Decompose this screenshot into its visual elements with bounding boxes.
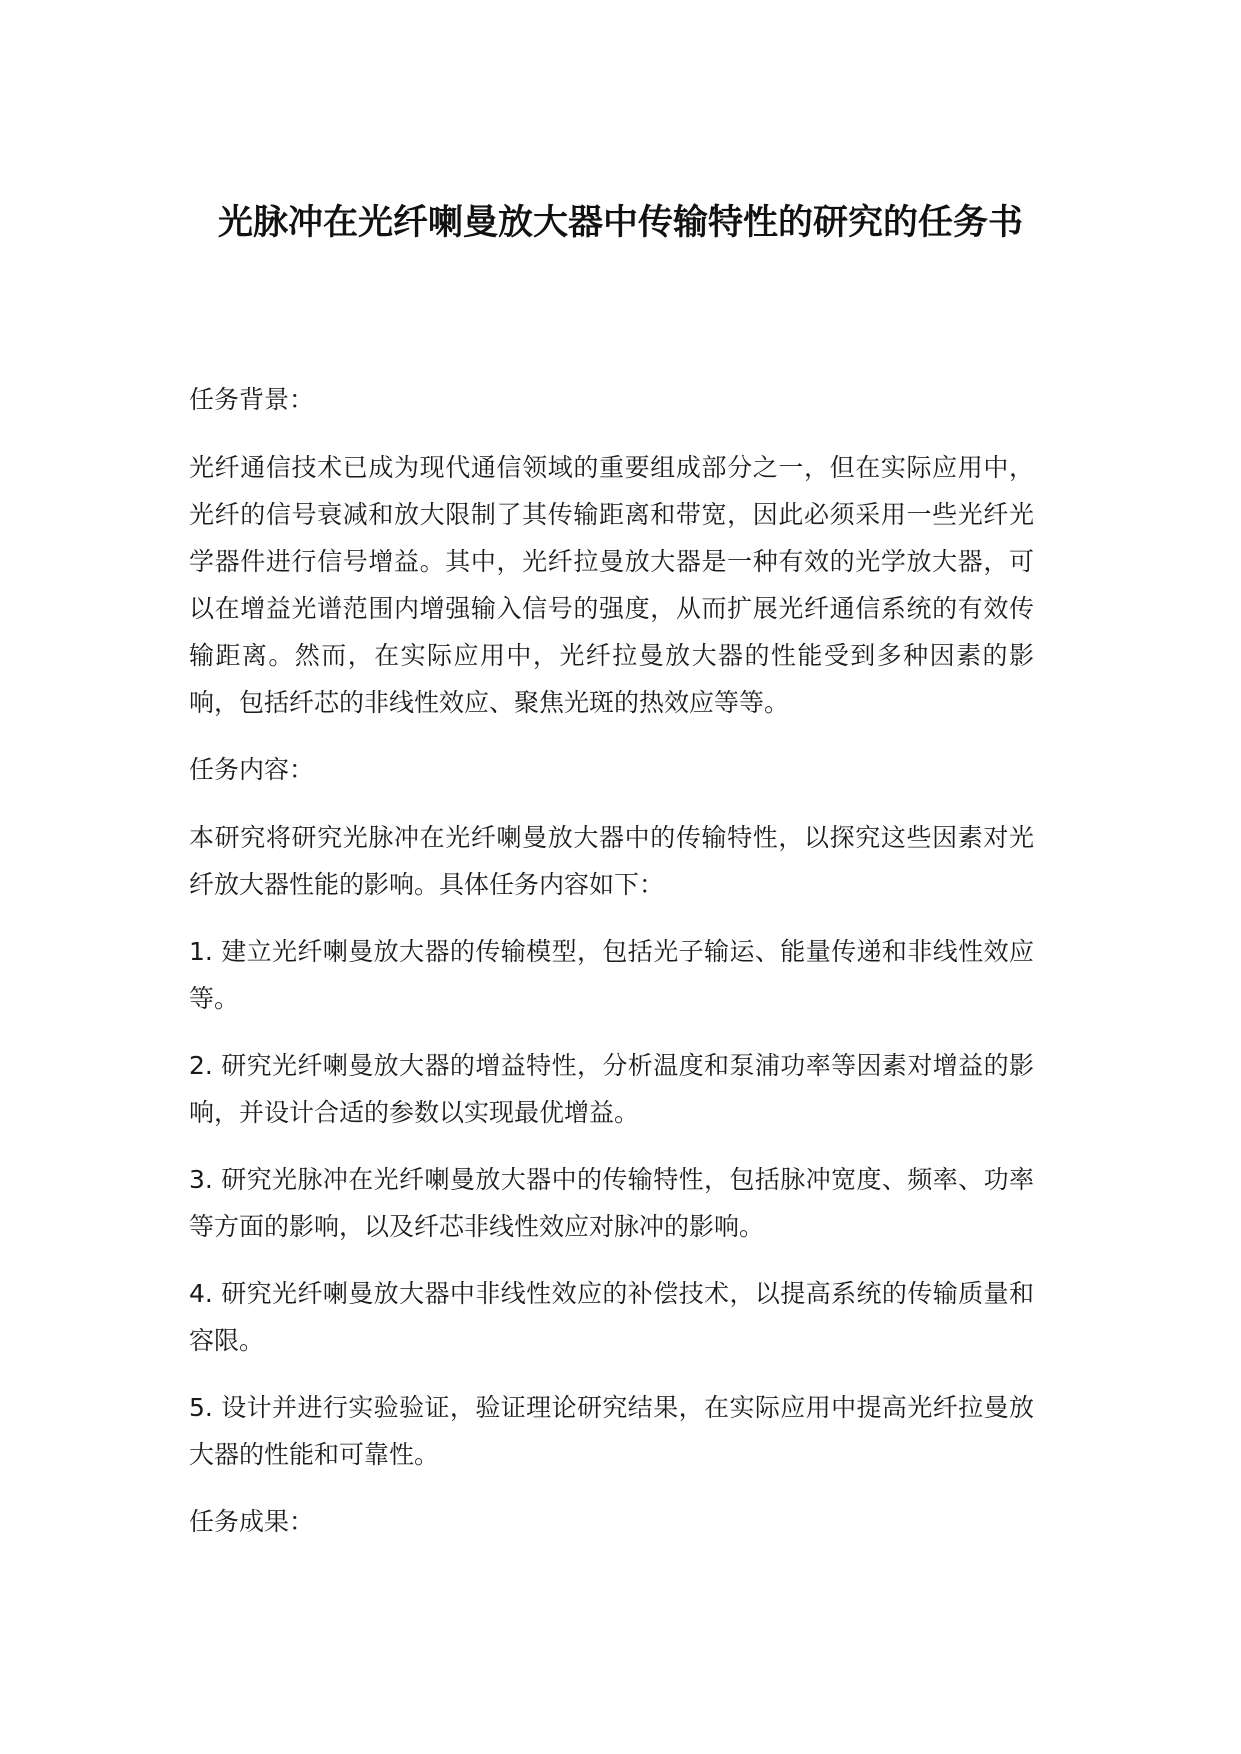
section-heading-background: 任务背景： xyxy=(189,385,315,414)
task-item-1: 1. 建立光纤喇曼放大器的传输模型，包括光子输运、能量传递和非线性效应等。 xyxy=(189,937,1034,1013)
paragraph-background: 光纤通信技术已成为现代通信领域的重要组成部分之一，但在实际应用中，光纤的信号衰减和放大限制了其传输距离和带宽，因此必须采用一些光纤光学器件进行信号增益。其中，光纤拉曼放大器是一种有效的光学放大器，可以在增益光谱范围内增强输入信号的强度，从而扩展光纤通信系统的有效传输距离。然而，在实际应用中，光纤拉曼放大器的性能受到多种因素的影响，包括纤芯的非线性效应、聚焦光斑的热效应等等。 xyxy=(189,453,1034,717)
task-item-3: 3. 研究光脉冲在光纤喇曼放大器中的传输特性，包括脉冲宽度、频率、功率等方面的影响，以及纤芯非线性效应对脉冲的影响。 xyxy=(189,1165,1034,1241)
section-heading-results: 任务成果： xyxy=(189,1507,315,1536)
task-item-2: 2. 研究光纤喇曼放大器的增益特性，分析温度和泵浦功率等因素对增益的影响，并设计合适的参数以实现最优增益。 xyxy=(189,1051,1034,1127)
section-heading-content: 任务内容： xyxy=(189,755,315,784)
document-body xyxy=(189,376,1034,1566)
paragraph-content-intro: 本研究将研究光脉冲在光纤喇曼放大器中的传输特性，以探究这些因素对光纤放大器性能的影响。具体任务内容如下： xyxy=(189,823,1034,899)
task-item-4: 4. 研究光纤喇曼放大器中非线性效应的补偿技术，以提高系统的传输质量和容限。 xyxy=(189,1279,1034,1355)
document-title: 光脉冲在光纤喇曼放大器中传输特性的研究的任务书 xyxy=(217,203,1023,243)
task-item-5: 5. 设计并进行实验验证，验证理论研究结果，在实际应用中提高光纤拉曼放大器的性能和可靠性。 xyxy=(189,1393,1034,1469)
